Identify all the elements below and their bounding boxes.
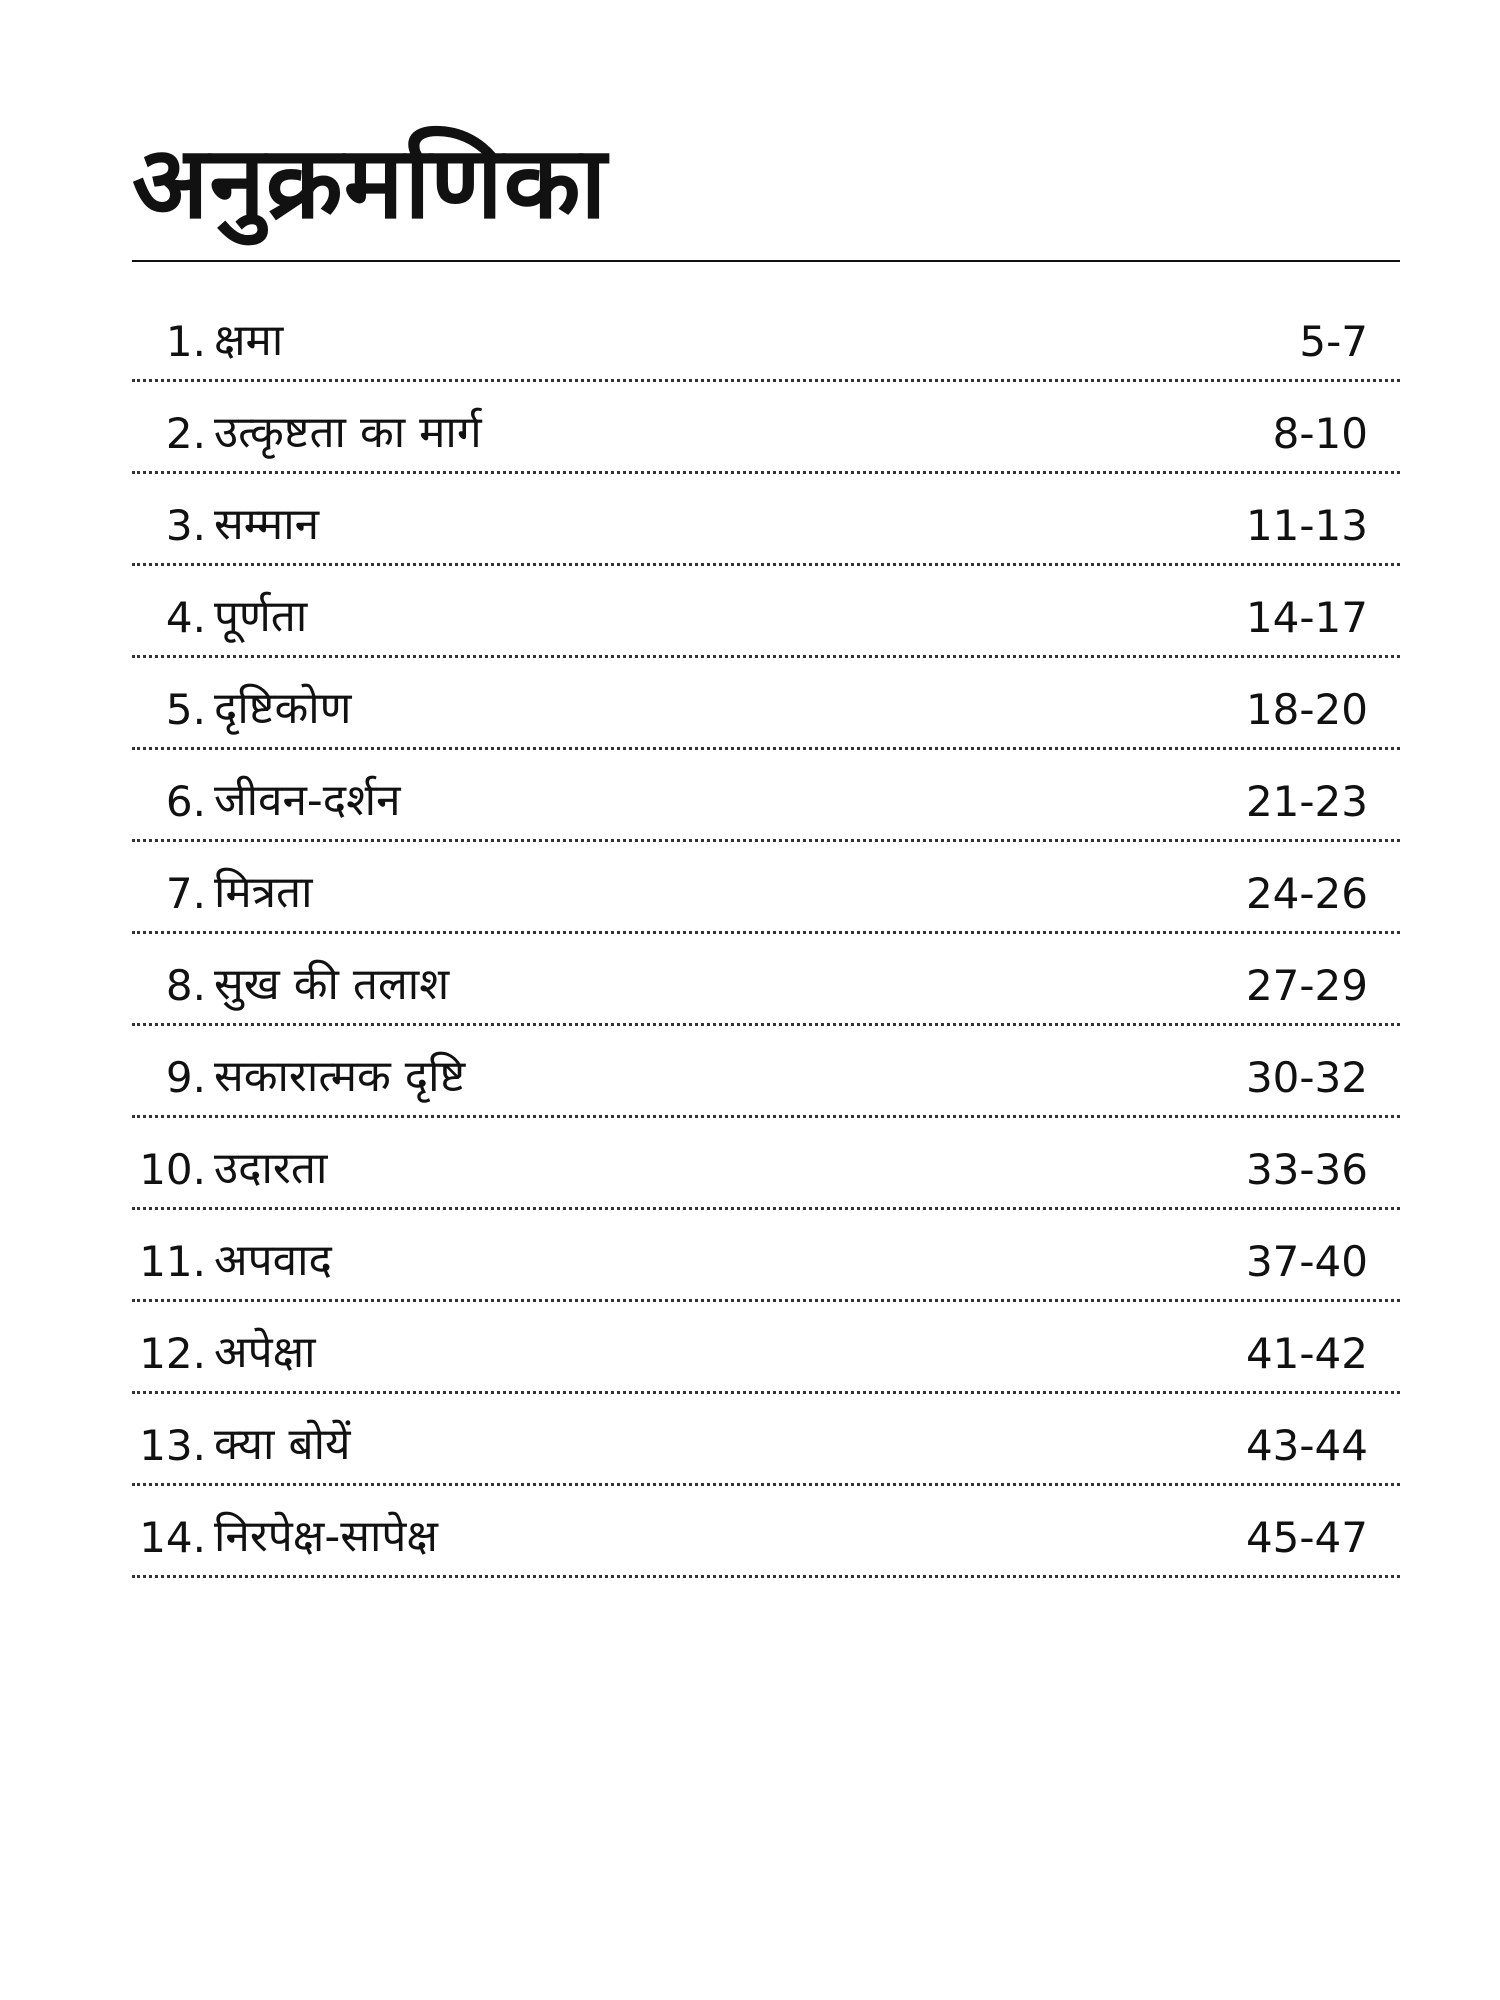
toc-entry-pages: 8-10 — [1272, 409, 1368, 458]
toc-entry-pages: 5-7 — [1299, 317, 1368, 366]
toc-entry-6 — [132, 750, 1400, 842]
toc-entry-pages: 45-47 — [1245, 1513, 1368, 1562]
title-divider — [132, 260, 1400, 262]
page-title: अनुक्रमणिका — [132, 124, 608, 241]
table-of-contents — [132, 290, 1400, 1578]
toc-entry-3 — [132, 474, 1400, 566]
toc-entry-title: क्षमा — [214, 315, 284, 366]
toc-entry-pages: 43-44 — [1245, 1421, 1368, 1470]
toc-entry-title: मित्रता — [214, 867, 313, 918]
toc-entry-title: सुख की तलाश — [214, 959, 450, 1010]
toc-entry-title: क्या बोयें — [214, 1419, 351, 1470]
toc-entry-pages: 21-23 — [1245, 777, 1368, 826]
toc-entry-number: 7. — [165, 869, 206, 918]
toc-entry-11 — [132, 1210, 1400, 1302]
toc-entry-14 — [132, 1486, 1400, 1578]
toc-entry-title: अपेक्षा — [214, 1327, 316, 1378]
toc-entry-number: 2. — [165, 409, 206, 458]
toc-entry-pages: 24-26 — [1245, 869, 1368, 918]
toc-entry-8 — [132, 934, 1400, 1026]
toc-entry-pages: 27-29 — [1245, 961, 1368, 1010]
toc-entry-title: उत्कृष्टता का मार्ग — [214, 407, 482, 458]
toc-entry-7 — [132, 842, 1400, 934]
toc-entry-title: जीवन-दर्शन — [214, 775, 401, 826]
toc-entry-9 — [132, 1026, 1400, 1118]
toc-entry-4 — [132, 566, 1400, 658]
toc-entry-pages: 14-17 — [1245, 593, 1368, 642]
toc-entry-title: सम्मान — [214, 499, 320, 550]
toc-entry-number: 11. — [139, 1237, 206, 1286]
toc-entry-number: 4. — [165, 593, 206, 642]
toc-entry-number: 6. — [165, 777, 206, 826]
toc-entry-pages: 30-32 — [1245, 1053, 1368, 1102]
toc-entry-number: 3. — [165, 501, 206, 550]
toc-entry-number: 9. — [165, 1053, 206, 1102]
toc-entry-pages: 41-42 — [1245, 1329, 1368, 1378]
toc-entry-number: 5. — [165, 685, 206, 734]
toc-entry-title: अपवाद — [214, 1235, 332, 1286]
toc-entry-title: पूर्णता — [214, 591, 308, 642]
toc-entry-title: उदारता — [214, 1143, 328, 1194]
toc-entry-number: 1. — [165, 317, 206, 366]
toc-entry-13 — [132, 1394, 1400, 1486]
toc-entry-number: 13. — [139, 1421, 206, 1470]
toc-entry-5 — [132, 658, 1400, 750]
toc-entry-1 — [132, 290, 1400, 382]
toc-entry-title: निरपेक्ष-सापेक्ष — [214, 1511, 438, 1562]
toc-entry-10 — [132, 1118, 1400, 1210]
toc-entry-title: दृष्टिकोण — [214, 683, 352, 734]
toc-entry-pages: 11-13 — [1245, 501, 1368, 550]
toc-entry-number: 14. — [139, 1513, 206, 1562]
toc-entry-number: 8. — [165, 961, 206, 1010]
toc-entry-title: सकारात्मक दृष्टि — [214, 1051, 466, 1102]
toc-entry-pages: 33-36 — [1245, 1145, 1368, 1194]
toc-entry-number: 10. — [139, 1145, 206, 1194]
toc-entry-12 — [132, 1302, 1400, 1394]
toc-entry-pages: 37-40 — [1245, 1237, 1368, 1286]
toc-entry-pages: 18-20 — [1245, 685, 1368, 734]
toc-entry-2 — [132, 382, 1400, 474]
toc-entry-number: 12. — [139, 1329, 206, 1378]
